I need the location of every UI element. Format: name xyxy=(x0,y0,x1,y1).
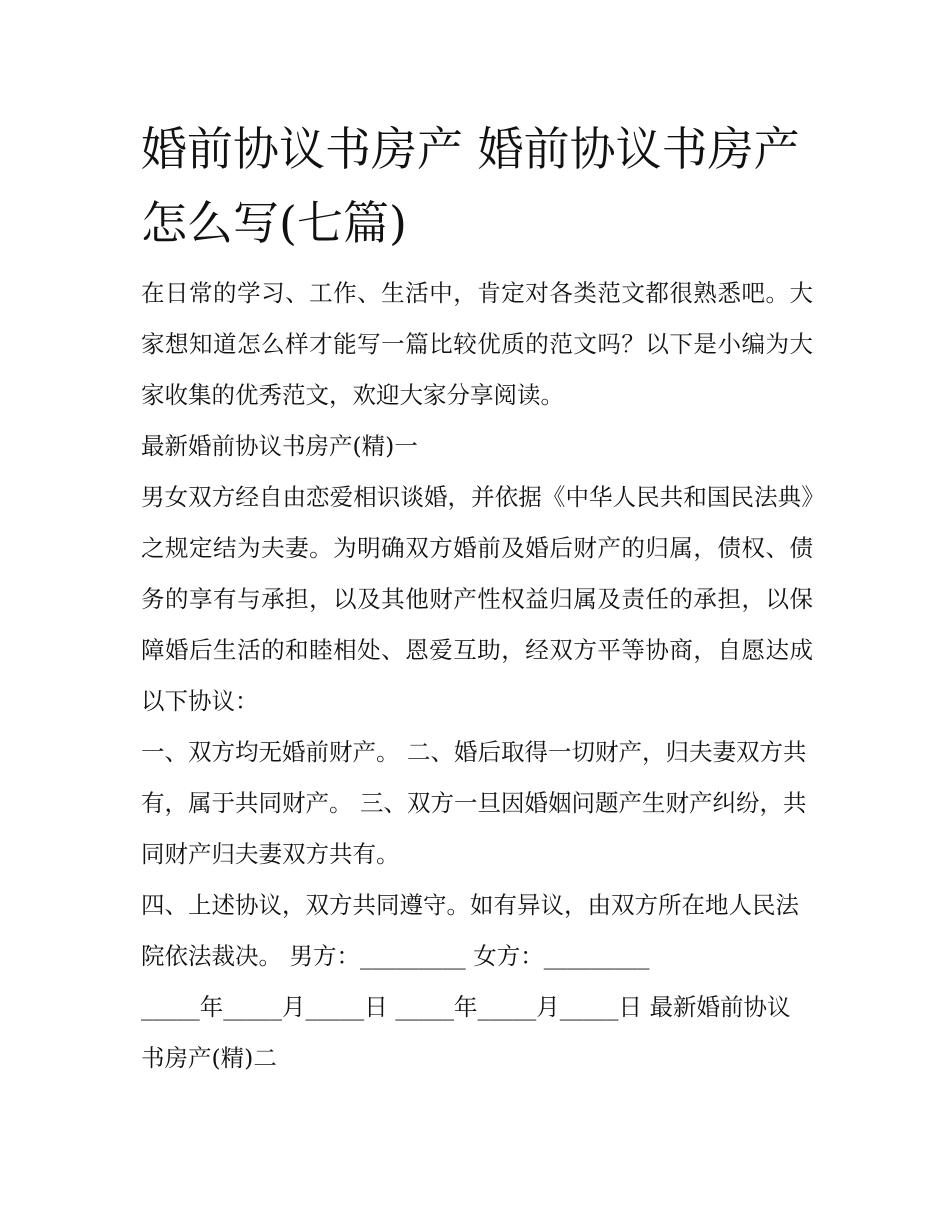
female-signature-blank: _________ xyxy=(543,942,650,970)
document-title: 婚前协议书房产 婚前协议书房产怎么写(七篇) xyxy=(141,122,800,250)
clauses-1-to-3: 一、双方均无婚前财产。 二、婚后取得一切财产，归夫妻双方共有，属于共同财产。 三、双方一旦因婚姻问题产生财产纠纷，共同财产归夫妻双方共有。 xyxy=(141,738,807,868)
section-heading-2: 最新婚前协议书房产(精)二 xyxy=(141,993,791,1072)
clause-4-text: 四、上述协议，双方共同遵守。如有异议，由双方所在地人民法院依法裁决。 xyxy=(141,891,799,970)
section-1-body: 男女双方经自由恋爱相识谈婚，并依据《中华人民共和国民法典》之规定结为夫妻。为明确双方婚前及婚后财产的归属，债权、债务的享有与承担，以及其他财产性权益归属及责任的承担，以保障婚后生活的和睦相处、恩爱互助，经双方平等协商，自愿达成以下协议： xyxy=(141,483,813,715)
section-heading-1: 最新婚前协议书房产(精)一 xyxy=(141,432,418,460)
date-line: _____年_____月_____日 _____年_____月_____日 xyxy=(141,993,642,1021)
document-body xyxy=(141,112,813,1084)
clause-4-and-signatures xyxy=(141,880,813,982)
intro-paragraph: 在日常的学习、工作、生活中，肯定对各类范文都很熟悉吧。大家想知道怎么样才能写一篇比较优质的范文吗？以下是小编为大家收集的优秀范文，欢迎大家分享阅读。 xyxy=(141,279,813,409)
date-and-next-heading xyxy=(141,982,813,1084)
male-signature-label: 男方： xyxy=(289,942,360,970)
female-signature-label: 女方： xyxy=(473,942,544,970)
male-signature-blank: _________ xyxy=(359,942,466,970)
